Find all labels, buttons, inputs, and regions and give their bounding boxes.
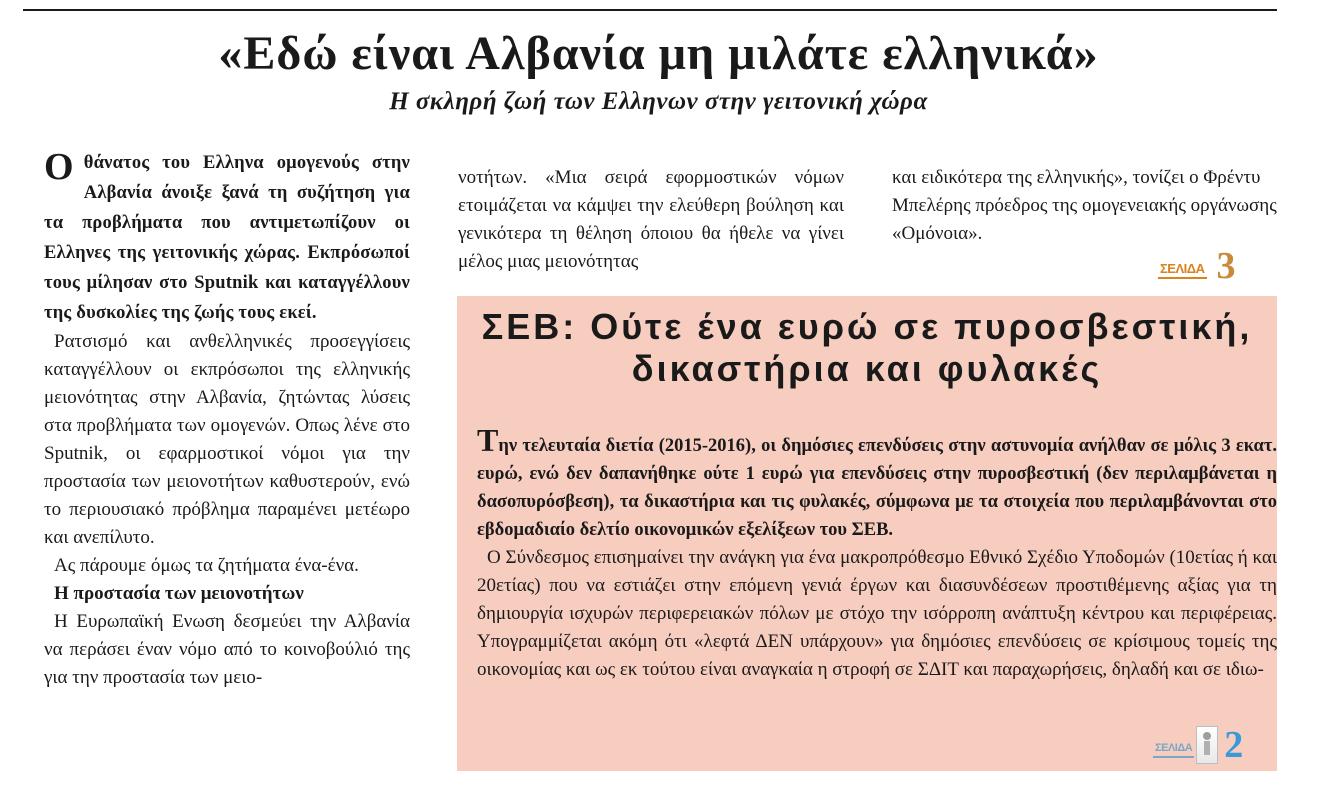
article2-title-line: ΣΕΒ: Ούτε ένα ευρώ σε πυροσβεστική, [481, 306, 1253, 347]
page-reference-number: 3 [1216, 245, 1236, 287]
article2-lead [477, 422, 1277, 544]
article1-paragraph: Η Ευρωπαϊκή Ενωση δεσμεύει την Αλβανία να περάσει έναν νόμο από το κοινοβούλιό της για την προστασία των μειο- [44, 611, 410, 688]
article2-paragraph: Ο Σύνδεσμος επισημαίνει την ανάγκη για ένα μακροπρόθεσμο Εθνικό Σχέδιο Υποδομών (10ετίας ή και 20ετίας) που να εστιάζει στην επόμενη γενιά έργων και διασυνδέσεων προστιθέμενης αξίας για τη δημιουργία ισχυρών περιφερειακών πόλων με στόχο την ισόρροπη ανάπτυξη κέντρου και περιφέρειας. Υπογραμμίζεται ακόμη ότι «λεφτά ΔΕΝ υπάρχουν» για δημόσιες επενδύσεις σε κρίσιμους τομείς της οικονομίας και ως εκ τούτου είναι αναγκαία η στροφή σε ΣΔΙΤ και παραχωρήσεις, δηλαδή και σε ιδιω- [477, 547, 1277, 680]
article2-title [457, 306, 1277, 390]
headline: «Εδώ είναι Αλβανία μη μιλάτε ελληνικά» [218, 27, 1099, 80]
article1-column-1 [44, 148, 410, 692]
top-rule [23, 9, 1277, 11]
article2-title-line: δικαστήρια και φυλακές [631, 348, 1103, 389]
article1-paragraph: και ειδικότερα της ελληνικής», τονίζει ο Φρέντυ Μπελέρης πρόεδρος της ομογενειακής οργάνωσης «Ομόνοια». [892, 167, 1277, 244]
article1-column-3 [892, 164, 1278, 248]
article1-section-heading: Η προστασία των μειονοτήτων [54, 583, 304, 604]
article1-paragraph: Ας πάρουμε όμως τα ζητήματα ένα-ένα. [54, 555, 359, 576]
person-figure-icon [1196, 726, 1218, 764]
article2-dropcap: Τ [477, 422, 499, 458]
article1-paragraph: Ρατσισμό και ανθελληνικές προσεγγίσεις καταγγέλλουν οι εκπρόσωποι της ελληνικής μειονότητας στην Αλβανία, ζητώντας λύσεις στα προβλήματα των ομογενών. Οπως λένε στο Sputnik, οι εφαρμοστικοί νόμοι για την προστασία των μειονοτήτων καθυστερούν, ενώ το περιουσιακό πρόβλημα παραμένει μετέωρο και ανεπίλυτο. [44, 331, 410, 548]
article2-body [477, 422, 1277, 684]
article2-lead-text: ην τελευταία διετία (2015-2016), οι δημόσιες επενδύσεις στην αστυνομία ανήλθαν σε μόλις 3 εκατ. ευρώ, ενώ δεν δαπανήθηκε ούτε 1 ευρώ για επενδύσεις στην πυροσβεστική (δεν περιλαμβάνεται η δασοπυρόσβεση), τα δικαστήρια και τις φυλακές, σύμφωνα με τα στοιχεία που περιλαμβάνονται στο εβδομαδιαίο δελτίο οικονομικών εξελίξεων του ΣΕΒ. [477, 436, 1277, 540]
page-reference-2[interactable] [1153, 726, 1243, 764]
page-reference-label: ΣΕΛΙΔΑ [1153, 741, 1194, 758]
article1-lead-text: θάνατος του Ελληνα ομογενούς στην Αλβανία άνοιξε ξανά τη συζήτηση για τα προβλήματα που αντιμετωπίζουν οι Ελληνες της γειτονικής χώρας. Εκπρόσωποί τους μίλησαν στο Sputnik και καταγγέλλουν της δυσκολίες της ζωής τους εκεί. [44, 153, 410, 323]
subheadline: Η σκληρή ζωή των Ελληνων στην γειτονική χώρα [389, 88, 928, 115]
article2-box [457, 296, 1277, 771]
page-reference-number: 2 [1224, 724, 1244, 766]
page-reference-label: ΣΕΛΙΔΑ [1158, 262, 1207, 279]
page-reference-3[interactable] [1158, 247, 1236, 285]
article1-column-2 [458, 164, 844, 276]
article1-dropcap: O [44, 146, 74, 188]
article1-lead [44, 148, 410, 328]
article1-paragraph: νοτήτων. «Μια σειρά εφορμοστικών νόμων ετοιμάζεται να κάμψει την ελεύθερη βούληση και γενικότερα τη θέληση όποιου θα ήθελε να γίνει μέλος μιας μειονότητας [458, 167, 844, 272]
